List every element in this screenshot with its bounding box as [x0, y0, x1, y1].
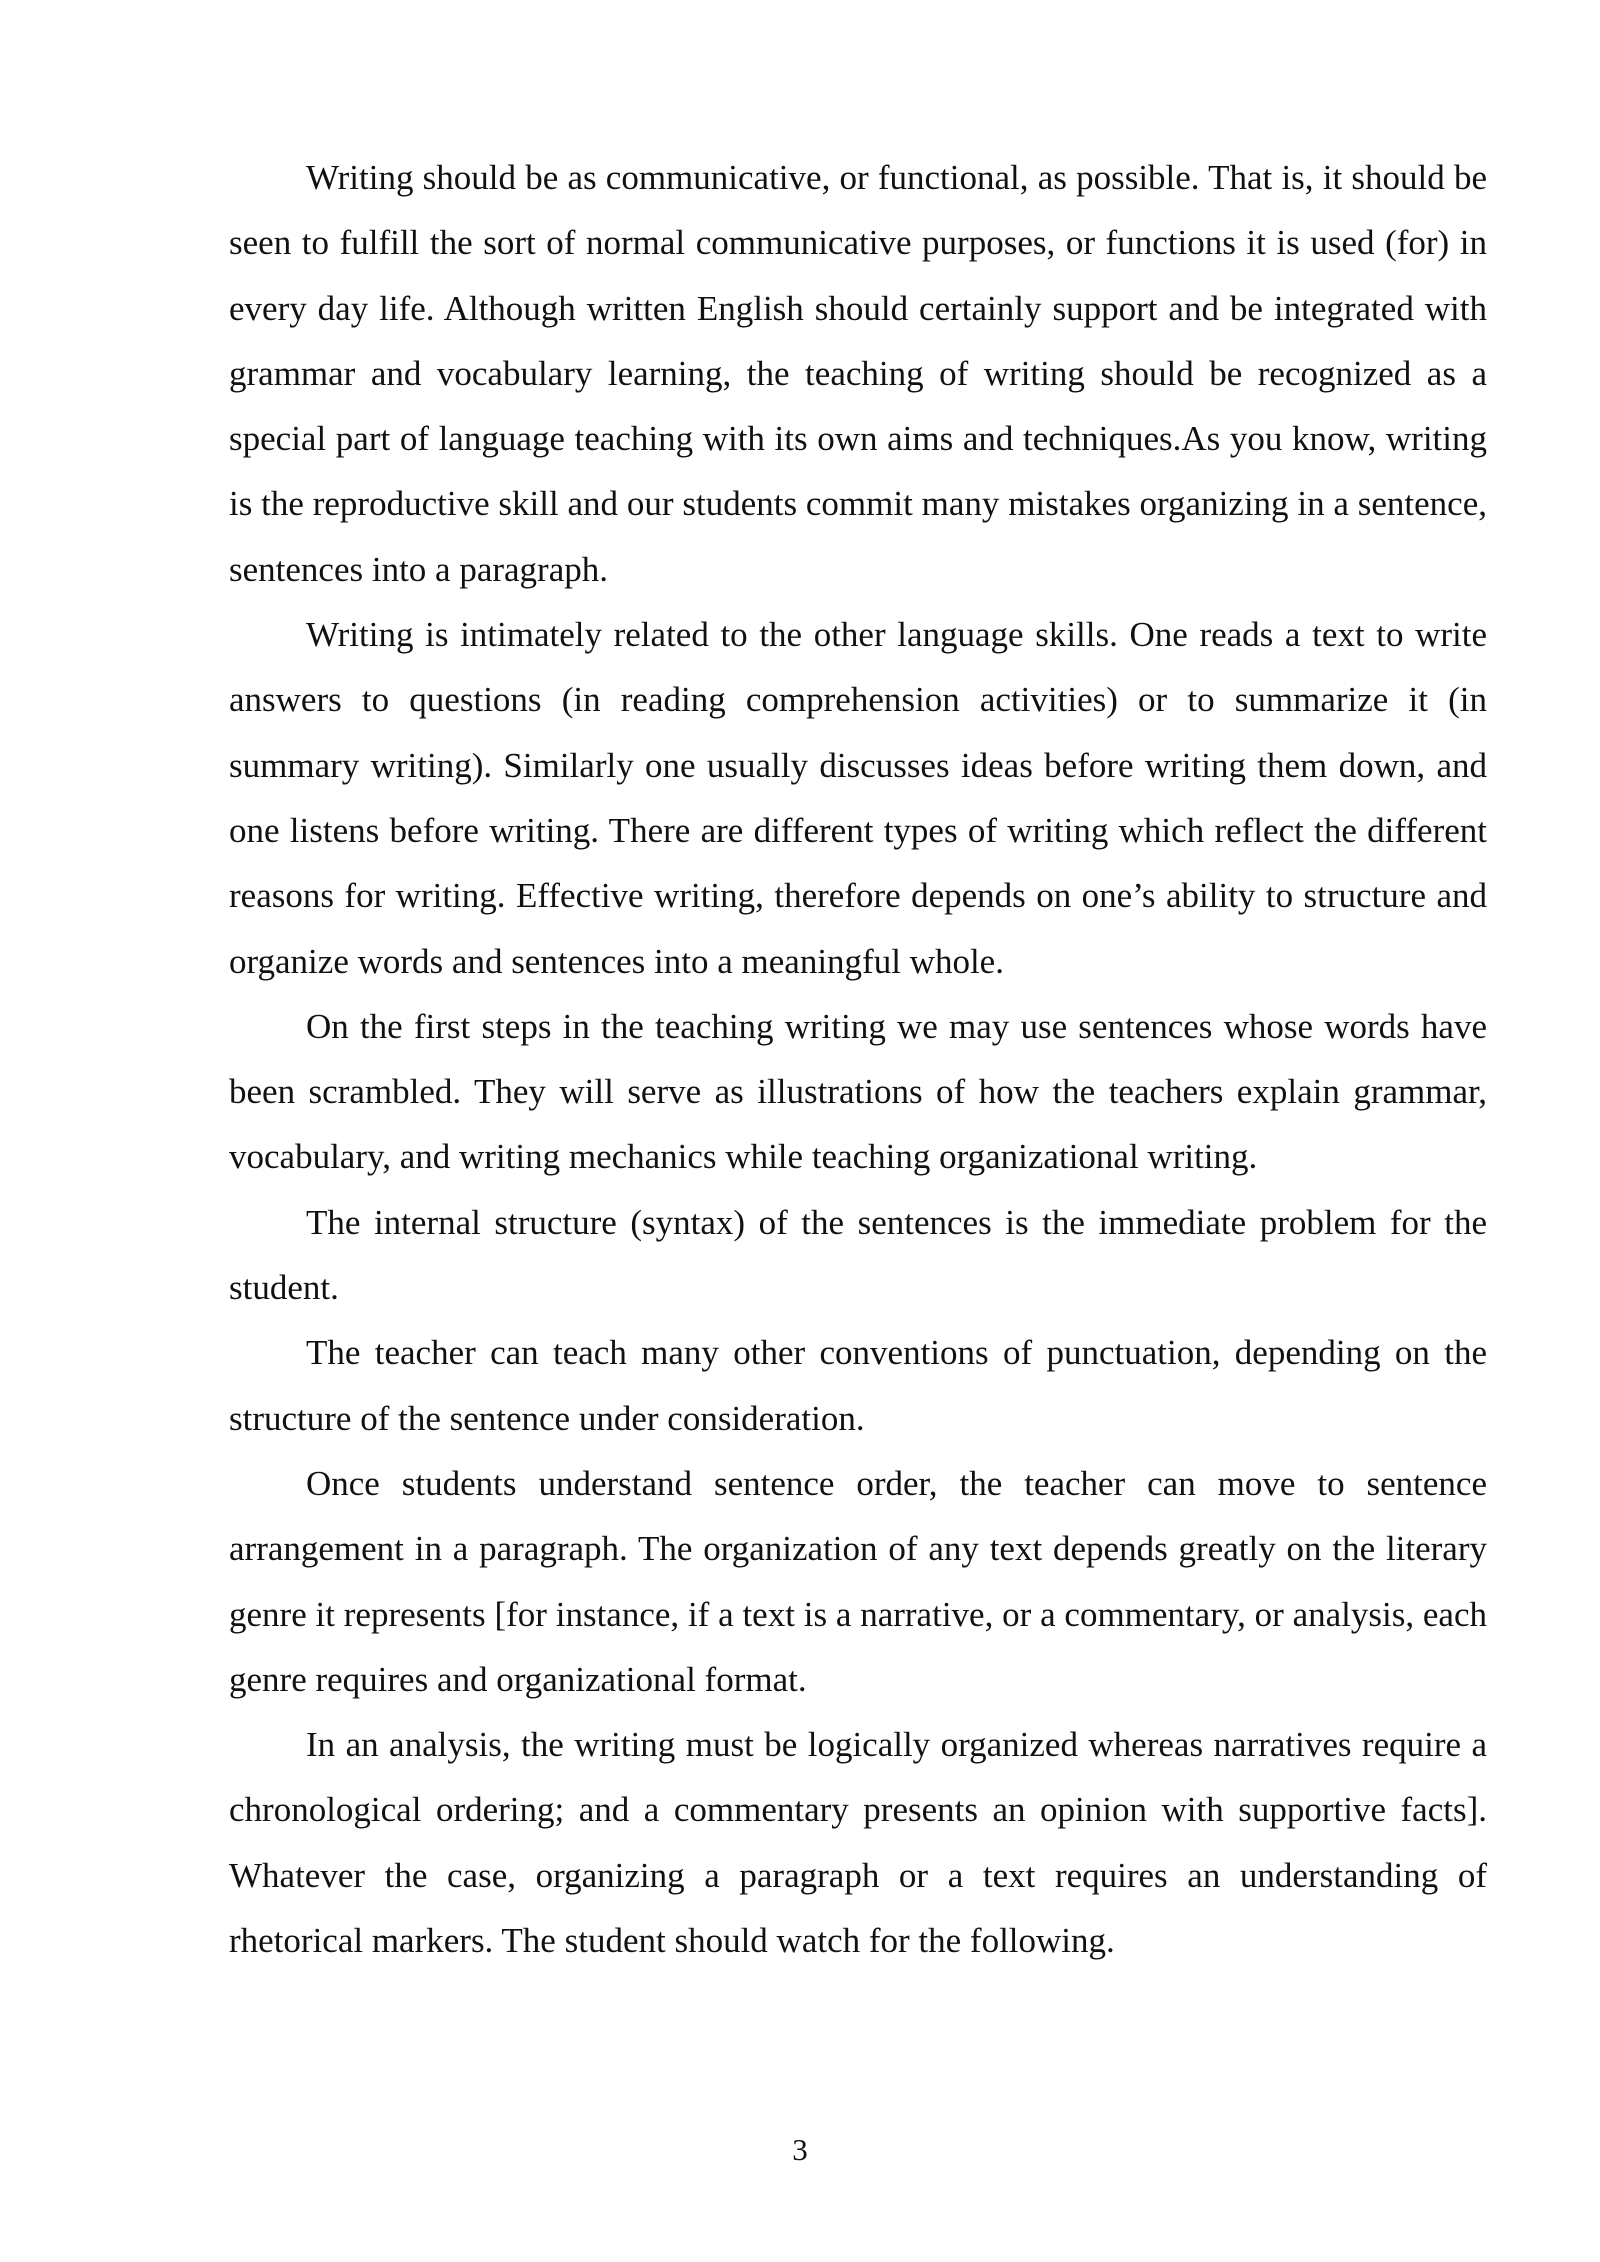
paragraph-1: Writing should be as communicative, or functional, as possible. That is, it should be seen to fulfill the sort of normal communicative purposes, or functions it is used (for) in every day life. Although written English should certainly support and be integrated with grammar and vocabulary learning, the teaching of writing should be recognized as a special part of language teaching with its own aims and techniques.As you know, writing is the reproductive skill and our students commit many mistakes organizing in a sentence, sentences into a paragraph. — [229, 158, 1487, 589]
paragraph-2: Writing is intimately related to the other language skills. One reads a text to write answers to questions (in reading comprehension activities) or to summarize it (in summary writing). Similarly one usually discusses ideas before writing them down, and one listens before writing. There are different types of writing which reflect the different reasons for writing. Effective writing, therefore depends on one’s ability to structure and organize words and sentences into a meaningful whole. — [229, 615, 1487, 981]
body-text — [229, 145, 1487, 1973]
page-number: 3 — [792, 2132, 808, 2167]
paragraph-3: On the first steps in the teaching writing we may use sentences whose words have been scrambled. They will serve as illustrations of how the teachers explain grammar, vocabulary, and writing mechanics while teaching organizational writing. — [229, 1006, 1487, 1177]
paragraph-4: The internal structure (syntax) of the sentences is the immediate problem for the student. — [229, 1202, 1487, 1308]
paragraph-6: Once students understand sentence order, the teacher can move to sentence arrangement in a paragraph. The organization of any text depends greatly on the literary genre it represents [for instance, if a text is a narrative, or a commentary, or analysis, each genre requires and organizational format. — [229, 1463, 1487, 1699]
paragraph-7: In an analysis, the writing must be logically organized whereas narratives require a chronological ordering; and a commentary presents an opinion with supportive facts]. Whatever the case, organizing a paragraph or a text requires an understanding of rhetorical markers. The student should watch for the following. — [229, 1725, 1487, 1961]
paragraph-5: The teacher can teach many other conventions of punctuation, depending on the structure of the sentence under consideration. — [229, 1333, 1487, 1438]
